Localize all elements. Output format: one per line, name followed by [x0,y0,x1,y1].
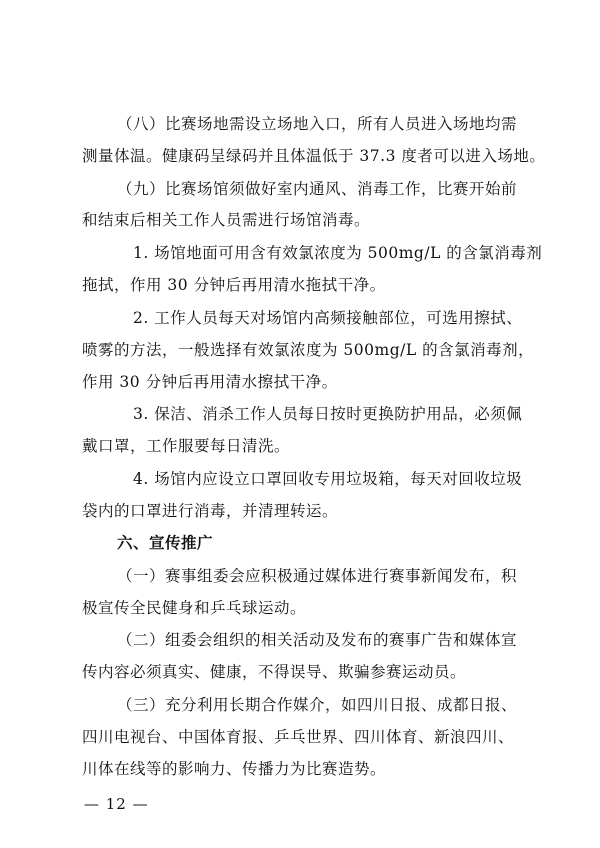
item-2-line-3: 作用 30 分钟后再用清水擦拭干净。 [82,373,338,391]
item-4-line-2: 袋内的口罩进行消毒，并清理转运。 [82,502,339,520]
page-number: — 12 — [84,795,149,813]
paragraph-9-line-1: （九）比赛场馆须做好室内通风、消毒工作，比赛开始前 [117,180,518,198]
publicity-3-line-3: 川体在线等的影响力、传播力为比赛造势。 [82,760,387,778]
publicity-3-line-1: （三）充分利用长期合作媒介，如四川日报、成都日报、 [117,696,518,714]
section-heading: 六、宣传推广 [117,534,214,552]
publicity-2-line-1: （二）组委会组织的相关活动及发布的赛事广告和媒体宣 [117,631,518,649]
publicity-2-line-2: 传内容必须真实、健康，不得误导、欺骗参赛运动员。 [82,663,467,681]
item-1-line-2: 拖拭，作用 30 分钟后再用清水拖拭干净。 [82,276,386,294]
item-2-line-1: 2. 工作人员每天对场馆内高频接触部位，可选用擦拭、 [133,309,523,327]
item-3-line-2: 戴口罩，工作服要每日清洗。 [82,437,291,455]
item-2-line-2: 喷雾的方法，一般选择有效氯浓度为 500mg/L 的含氯消毒剂， [82,341,535,359]
item-1-line-1: 1. 场馆地面可用含有效氯浓度为 500mg/L 的含氯消毒剂 [133,244,543,262]
item-4-line-1: 4. 场馆内应设立口罩回收专用垃圾箱，每天对回收垃圾 [133,470,523,488]
publicity-1-line-2: 极宣传全民健身和乒乓球运动。 [82,599,307,617]
item-3-line-1: 3. 保洁、消杀工作人员每日按时更换防护用品，必须佩 [133,405,523,423]
publicity-1-line-1: （一）赛事组委会应积极通过媒体进行赛事新闻发布，积 [117,567,518,585]
paragraph-8-line-2: 测量体温。健康码呈绿码并且体温低于 37.3 度者可以进入场地。 [82,147,546,165]
paragraph-8-line-1: （八）比赛场地需设立场地入口，所有人员进入场地均需 [117,115,518,133]
publicity-3-line-2: 四川电视台、中国体育报、乒乓世界、四川体育、新浪四川、 [82,728,515,746]
paragraph-9-line-2: 和结束后相关工作人员需进行场馆消毒。 [82,211,371,229]
